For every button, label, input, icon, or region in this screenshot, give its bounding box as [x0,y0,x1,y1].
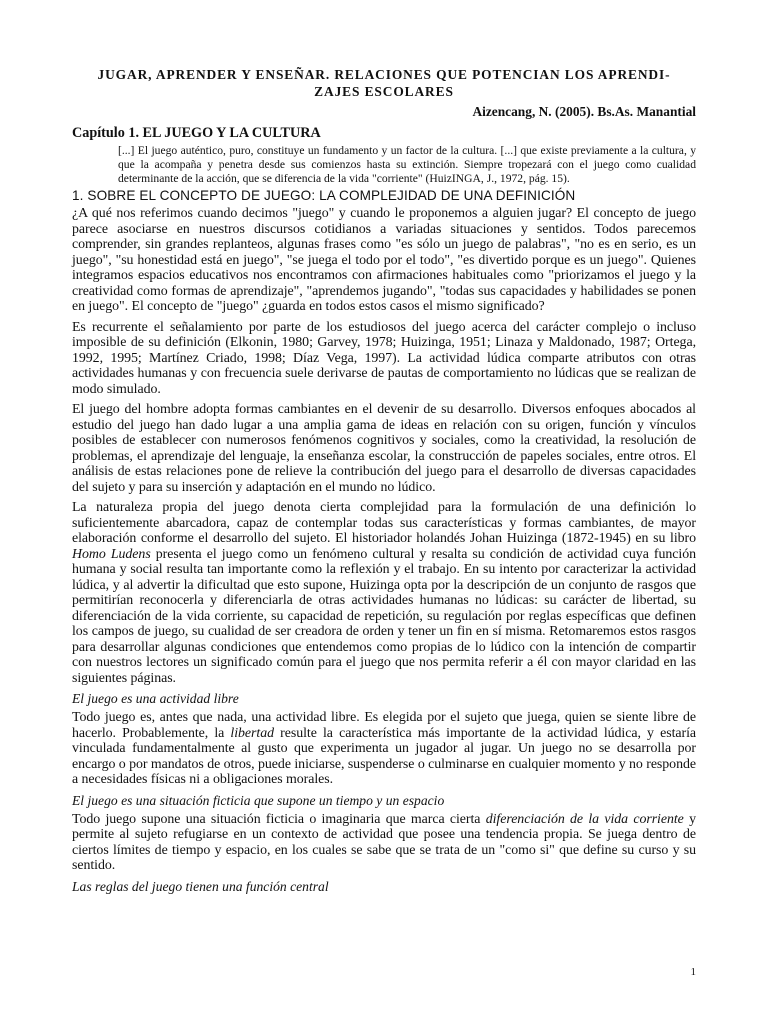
section-heading: 1. SOBRE EL CONCEPTO DE JUEGO: LA COMPLEJIDAD DE UNA DEFINICIÓN [72,188,576,204]
paragraph-4-text-b: presenta el juego como un fenómeno cultural y resalta su condición de actividad cuya función humana y social resulta tan importante como la reflexión y el trabajo. En su intento por caracterizar la actividad lúdica, y al advertir la dificultad que esto supone, Huizinga opta por la descripción de un conjunto de rasgos que permitirían reconocerla y diferenciarla de otras actividades humanas no lúdicas: su carácter de libertad, su diferenciación de la vida corriente, su capacidad de repetición, su regulación por reglas específicas que definen los campos de juego, su cualidad de ser creadora de orden y tener un fin en sí misma. Retomaremos estos rasgos para desarrollar algunas condiciones que entendemos como propias de lo lúdico con la intención de compartir con nuestros lectores un significado común para el juego que nos permita referir a él con mayor claridad en las siguientes páginas. [72,546,696,686]
paragraph-5-text-a: Todo juego es, antes que nada, una actividad libre. Es elegida por el sujeto que juega, quien se siente libre de hacerlo. Probablemente, la [72,710,696,741]
subheading-fictitious-situation: El juego es una situación ficticia que supone un tiempo y un espacio [72,792,445,808]
paragraph-2: Es recurrente el señalamiento por parte de los estudiosos del juego acerca del carácter complejo o incluso imposible de su definición (Elkonin, 1980; Garvey, 1978; Huizinga, 1951; Linaza y Maldonado, 1987; Ortega, 1992, 1995; Martínez Criado, 1998; Díaz Vega, 1997). La actividad lúdica comparte atributos con otras actividades humanas y con frecuencia suele derivarse de pautas de comportamiento no lúdicas que se realizan de modo simulado. [72,319,696,397]
paragraph-6 [72,812,696,874]
page-number: 1 [690,966,696,978]
document-title [72,66,696,100]
citation: Aizencang, N. (2005). Bs.As. Manantial [472,104,696,119]
paragraph-6-text-b: y permite al sujeto refugiarse en un contexto de actividad que posee una tendencia propia. Se juega dentro de ciertos límites de tiempo y espacio, en los cuales se sabe que se trata de un "como si" que define su curso y su sentido. [72,811,697,874]
subheading-rules: Las reglas del juego tienen una función central [72,878,329,894]
emphasis-libertad: libertad [230,725,275,741]
epigraph-quote: [...] El juego auténtico, puro, constituye un fundamento y un factor de la cultura. [...] que existe previamente a la cultura, y que la acompaña y penetra desde sus comienzos hasta su extinción. Siempre tropezará con el juego como cualidad determinante de la acción, que se diferencia de la vida "corriente" (HuizINGA, J., 1972, pág. 15). [118,144,696,185]
paragraph-4-text-a: La naturaleza propia del juego denota cierta complejidad para la formulación de una definición lo suficientemente abarcadora, capaz de contemplar todas sus características y formas cambiantes, de mayor elaboración conforme el desarrollo del sujeto. El historiador holandés Johan Huizinga (1872-1945) en su libro [72,500,696,547]
document-title-line-2: ZAJES ESCOLARES [314,84,454,99]
paragraph-3: El juego del hombre adopta formas cambiantes en el devenir de su desarrollo. Diversos enfoques abocados al estudio del juego han dado lugar a una amplia gama de ideas en relación con su origen, función y vínculos posibles de establecer con numerosos fenómenos cognitivos y sociales, como la creatividad, la resolución de problemas, el aprendizaje del lenguaje, la enseñanza escolar, la construcción de papeles sociales, entre otros. El análisis de estas relaciones pone de relieve la contribución del juego para el desarrollo de diversas capacidades del sujeto y para su inserción y adaptación en el mundo no lúdico. [72,402,696,495]
book-title-homo-ludens: Homo Ludens [72,546,151,562]
paragraph-5 [72,710,696,788]
paragraph-4 [72,500,696,686]
paragraph-5-text-b: resulte la característica más importante de la actividad lúdica, y estaría vinculada fundamentalmente al gusto que experimenta un jugador al jugar. Un juego no se desarrolla por encargo o por mandatos de otros, puede iniciarse, suspenderse o culminarse en cualquier momento y no responde a necesidades físicas ni a obligaciones morales. [72,725,696,788]
subheading-free-activity: El juego es una actividad libre [72,691,239,707]
document-title-line-1: JUGAR, APRENDER Y ENSEÑAR. RELACIONES QUE POTENCIAN LOS APRENDI- [97,67,671,82]
paragraph-1: ¿A qué nos referimos cuando decimos "juego" y cuando le proponemos a alguien jugar? El concepto de juego parece asociarse en nuestros discursos cotidianos a variadas situaciones y sentidos. Todos parecemos comprender, sin grandes replanteos, algunas frases como "es sólo un juego de palabras", "no es en serio, es un juego", "su honestidad está en juego", "se juega el todo por el todo", "es divertido porque es un juego". Quienes integramos espacios educativos nos encontramos con afirmaciones habituales como "priorizamos el juego y la creatividad como formas de aprendizaje", "aprendemos jugando", "todas sus capacidades y habilidades se ponen en juego". El concepto de "juego" ¿guarda en todos estos casos el mismo significado? [72,206,696,315]
paragraph-6-text-a: Todo juego supone una situación ficticia o imaginaria que marca cierta [72,811,486,827]
chapter-heading: Capítulo 1. EL JUEGO Y LA CULTURA [72,125,321,141]
emphasis-diferenciacion: diferenciación de la vida corriente [485,811,684,827]
